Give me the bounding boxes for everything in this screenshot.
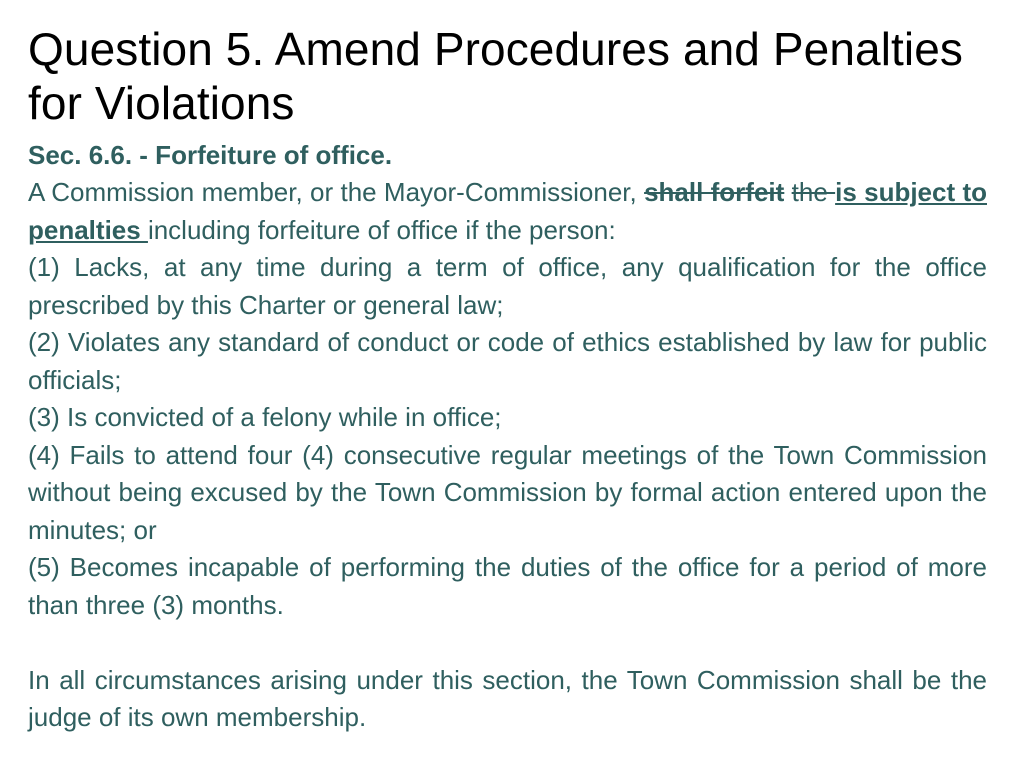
deleted-text-shall-forfeit: shall forfeit	[644, 177, 785, 207]
list-item-3: (3) Is convicted of a felony while in office;	[28, 402, 502, 432]
inserted-text-penalties: is subject to penalties	[28, 177, 987, 245]
list-item-2: (2) Violates any standard of conduct or code of ethics established by law for public officials;	[28, 327, 987, 395]
list-item-5: (5) Becomes incapable of performing the duties of the office for a period of more than three (3) months.	[28, 552, 987, 620]
intro-paragraph	[28, 174, 987, 249]
section-heading: Sec. 6.6. - Forfeiture of office.	[28, 140, 393, 170]
slide-body	[28, 137, 987, 737]
list-item-1: (1) Lacks, at any time during a term of office, any qualification for the office prescribed by this Charter or general law;	[28, 252, 987, 320]
intro-lead: A Commission member, or the Mayor-Commissioner,	[28, 177, 645, 207]
deleted-text-the: the	[791, 177, 836, 207]
paragraph-spacer	[28, 624, 987, 662]
closing-paragraph: In all circumstances arising under this section, the Town Commission shall be the judge of its own membership.	[28, 664, 987, 732]
list-item-4: (4) Fails to attend four (4) consecutive regular meetings of the Town Commission without being excused by the Town Commission by formal action entered upon the minutes; or	[28, 439, 987, 545]
intro-rest: including forfeiture of office if the person:	[147, 214, 616, 245]
slide-title: Question 5. Amend Procedures and Penalties for Violations	[28, 23, 964, 129]
